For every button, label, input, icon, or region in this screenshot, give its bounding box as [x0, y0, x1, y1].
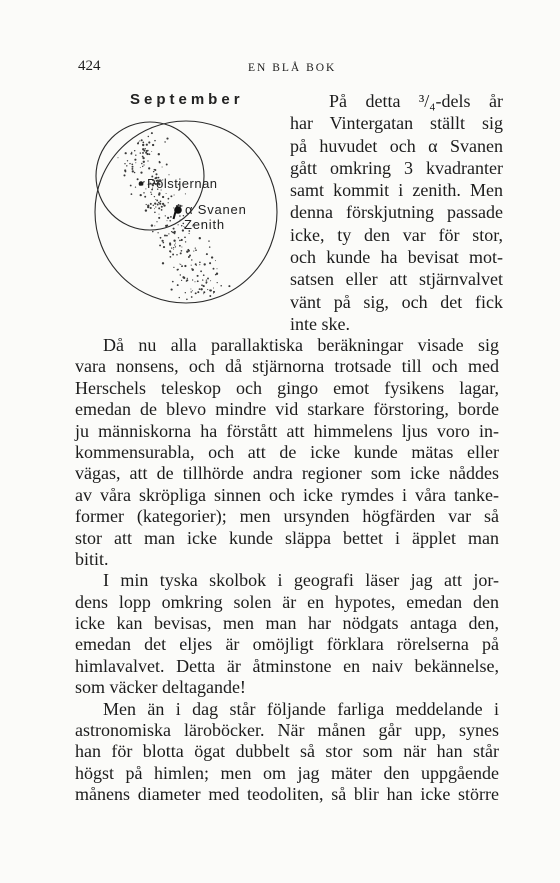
star-dot — [176, 254, 178, 256]
star-dot — [167, 217, 169, 219]
star-dot — [170, 195, 172, 197]
star-dot — [213, 288, 214, 289]
star-dot — [192, 290, 193, 291]
page-number: 424 — [78, 58, 101, 74]
star-dot — [181, 239, 183, 241]
star-dot — [178, 237, 179, 238]
star-dot — [166, 138, 168, 140]
star-dot — [140, 152, 141, 153]
star-dot — [117, 157, 118, 158]
star-dot — [182, 205, 183, 206]
star-dot — [156, 199, 158, 201]
star-dot — [181, 280, 182, 281]
star-dot — [210, 280, 211, 281]
star-dot — [145, 152, 147, 154]
star-dot — [215, 260, 216, 261]
star-dot — [155, 173, 157, 175]
star-dot — [135, 154, 136, 155]
text-line: Herschels teleskop och gingo emot fysikens lagar, — [75, 377, 499, 398]
text-line: icke, ty den var för stor, — [290, 224, 503, 245]
star-dot — [202, 289, 203, 290]
star-dot — [173, 232, 175, 234]
body-text — [75, 335, 499, 806]
star-dot — [154, 169, 155, 170]
star-dot — [151, 224, 153, 226]
text-line: vägas, att de tillhörde andra regioner som icke nåddes — [75, 463, 499, 484]
star-dot — [180, 220, 182, 222]
star-dot — [198, 281, 199, 282]
star-dot — [140, 172, 142, 174]
star-dot — [204, 263, 206, 265]
star-dot — [191, 296, 193, 298]
star-dot — [175, 243, 176, 244]
star-dot — [158, 153, 160, 155]
star-dot — [134, 159, 136, 161]
star-dot — [143, 164, 144, 165]
star-dot — [217, 282, 218, 283]
pole-star-label: Polstjernan — [147, 176, 218, 191]
star-dot — [169, 220, 171, 222]
star-dot — [152, 231, 153, 232]
star-dot — [155, 199, 156, 200]
text-line: astronomiska läroböcker. När månen går upp, synes — [75, 720, 499, 741]
star-dot — [155, 206, 156, 207]
star-dot — [207, 278, 209, 280]
star-dot — [142, 144, 144, 146]
star-dot — [171, 247, 172, 248]
star-dot — [151, 151, 152, 152]
star-dot — [228, 285, 230, 287]
star-dot — [161, 240, 163, 242]
alpha-cygni-label: α Svanen — [185, 202, 247, 217]
star-dot — [140, 194, 142, 196]
star-dot — [164, 141, 165, 142]
star-dot — [148, 141, 150, 143]
text-line: I min tyska skolbok i geografi läser jag att jor- — [103, 570, 499, 591]
star-dot — [192, 279, 193, 280]
star-dot — [175, 246, 176, 247]
star-dot — [168, 233, 169, 234]
star-dot — [150, 203, 152, 205]
text-line: samt kommit i zenith. Men — [290, 180, 503, 201]
star-dot — [142, 152, 144, 154]
star-dot — [195, 292, 197, 294]
star-dot — [163, 242, 165, 244]
star-dot — [153, 171, 154, 172]
star-dot — [197, 291, 199, 293]
star-dot — [164, 234, 166, 236]
star-dot — [146, 204, 147, 205]
star-dot — [143, 181, 144, 182]
star-dot — [144, 196, 146, 198]
running-title: EN BLÅ BOK — [248, 62, 337, 74]
star-dot — [174, 244, 175, 245]
star-dot — [127, 160, 128, 161]
star-dot — [160, 200, 162, 202]
star-dot — [165, 215, 166, 216]
text-line: på huvudet och α Svanen — [290, 135, 503, 156]
star-dot — [148, 167, 150, 169]
star-dot — [132, 170, 134, 172]
star-dot — [197, 275, 199, 277]
text-line: av våra skröpliga sinnen och icke rymdes i våra tanke- — [75, 484, 499, 505]
star-dot — [181, 225, 182, 226]
star-dot — [152, 144, 154, 146]
star-dot — [215, 274, 217, 276]
star-dot — [151, 194, 152, 195]
star-dot — [135, 186, 136, 187]
text-line: denna förskjutning passade — [290, 202, 503, 223]
star-dot — [166, 225, 168, 227]
star-dot — [154, 203, 156, 205]
star-dot — [129, 163, 130, 164]
star-dot — [149, 153, 151, 155]
star-dot — [194, 281, 195, 282]
body-paragraph-3 — [75, 699, 499, 806]
text-line: dens lopp omkring solen är en hypotes, emedan den — [75, 591, 499, 612]
star-dot — [131, 193, 133, 195]
star-dot — [137, 142, 139, 144]
star-dot — [171, 289, 173, 291]
star-dot — [201, 284, 203, 286]
star-dot — [132, 166, 134, 168]
star-dot — [179, 264, 180, 265]
star-dot — [169, 242, 171, 244]
text-line: och kunde ha bevisat mot- — [290, 247, 503, 268]
star-dot — [191, 265, 192, 266]
star-dot — [135, 162, 136, 163]
star-dot — [168, 198, 170, 200]
star-dot — [126, 165, 127, 166]
star-dot — [185, 193, 186, 194]
star-dot — [130, 185, 132, 187]
star-dot — [169, 250, 171, 252]
text-line: icke kan bevisas, men man har nödgats antaga den, — [75, 613, 499, 634]
text-line: kommensurabla, och att de icke kunde mätas eller — [75, 441, 499, 462]
text-line: emedan det eljes är omöjligt förklara rörelserna på — [75, 634, 499, 655]
star-dot — [213, 291, 215, 293]
text-line: former (kategorier); men ursynden högfärden var så — [75, 506, 499, 527]
star-dot — [151, 132, 153, 134]
star-dot — [203, 274, 205, 276]
star-dot — [177, 284, 179, 286]
star-dot — [125, 152, 127, 154]
star-dot — [173, 228, 174, 229]
star-dot — [180, 252, 182, 254]
star-dot — [199, 262, 201, 264]
star-dot — [162, 203, 164, 205]
star-dot — [160, 237, 162, 239]
star-dot — [154, 212, 156, 214]
text-line: satsen eller att stjärnvalvet — [290, 269, 503, 290]
star-dot — [162, 196, 164, 198]
star-dot — [159, 203, 161, 205]
star-dot — [180, 274, 181, 275]
star-dot — [181, 250, 183, 252]
star-dot — [209, 289, 211, 291]
star-dot — [209, 295, 211, 297]
star-dot — [172, 254, 174, 256]
text-line: bitit. — [75, 548, 109, 569]
star-dot — [162, 262, 164, 264]
star-dot — [186, 280, 188, 282]
star-dot — [161, 209, 163, 211]
star-dot — [165, 205, 166, 206]
star-dot — [211, 256, 213, 258]
star-dot — [199, 237, 201, 239]
star-dot — [168, 202, 169, 203]
star-dot — [191, 259, 192, 260]
star-dot — [180, 264, 181, 265]
star-dot — [144, 150, 145, 151]
star-dot — [131, 163, 133, 165]
star-dot — [163, 246, 165, 248]
star-dot — [193, 251, 194, 252]
star-dot — [174, 194, 175, 195]
text-line: På detta ³/₄-dels år — [329, 91, 503, 111]
star-dot — [177, 269, 179, 271]
text-line: himlavalvet. Detta är åtminstone en naiv bekännelse, — [75, 655, 499, 676]
star-dot — [217, 268, 218, 269]
star-dot — [123, 174, 125, 176]
star-dot — [139, 140, 140, 141]
star-dot — [182, 276, 184, 278]
star-dot — [213, 268, 215, 270]
star-dot — [156, 221, 157, 222]
figure-title: September — [130, 91, 244, 108]
star-dot — [199, 288, 201, 290]
star-dot — [141, 139, 143, 141]
star-dot — [173, 267, 174, 268]
star-dot — [179, 245, 181, 247]
star-dot — [157, 204, 159, 206]
star-dot — [189, 233, 190, 234]
star-dot — [167, 220, 168, 221]
star-dot — [142, 142, 144, 144]
star-dot — [173, 247, 174, 248]
body-paragraph-1 — [75, 335, 499, 570]
star-dot — [157, 232, 158, 233]
star-dot — [166, 193, 167, 194]
alpha-cygni-star — [174, 206, 182, 219]
star-dot — [125, 171, 127, 173]
star-dot — [153, 205, 154, 206]
star-dot — [143, 161, 145, 163]
text-line: emedan de blevo mindre vid starkare förstoring, borde — [75, 399, 499, 420]
side-paragraph — [290, 90, 503, 335]
text-line: som väcker deltagande! — [75, 677, 246, 698]
star-dot — [150, 192, 151, 193]
text-line: gått omkring 3 kvadranter — [290, 157, 503, 178]
star-dot — [206, 253, 208, 255]
star-dot — [166, 164, 168, 166]
star-dot — [162, 167, 163, 168]
body-paragraph-2 — [75, 570, 499, 698]
star-dot — [203, 293, 204, 294]
star-dot — [179, 297, 180, 298]
star-dot — [173, 249, 174, 250]
star-dot — [178, 224, 179, 225]
star-dot — [154, 208, 155, 209]
star-dot — [143, 192, 144, 193]
star-dot — [166, 235, 168, 237]
pole-star-dot — [139, 181, 144, 186]
star-dot — [147, 160, 148, 161]
star-dot — [173, 240, 175, 242]
star-dot — [186, 299, 188, 301]
star-dot — [146, 150, 148, 152]
text-line: vänt på sig, och det fick — [290, 291, 503, 312]
star-dot — [145, 209, 147, 211]
star-dot — [203, 285, 205, 287]
text-line: ju människorna ha förstått att himmelens ljus voro in- — [75, 420, 499, 441]
star-dot — [179, 215, 181, 217]
star-dot — [220, 285, 222, 287]
star-dot — [190, 291, 191, 292]
star-dot — [159, 214, 160, 215]
star-dot — [209, 246, 210, 247]
star-dot — [179, 240, 181, 242]
star-dot — [190, 289, 191, 290]
star-dot — [131, 152, 132, 153]
star-dot — [207, 289, 208, 290]
star-dot — [187, 278, 188, 279]
star-dot — [159, 244, 161, 246]
star-dot — [154, 140, 156, 142]
star-dot — [189, 255, 191, 257]
star-dot — [137, 178, 139, 180]
star-dot — [140, 167, 141, 168]
star-dot — [184, 265, 186, 267]
star-dot — [138, 142, 139, 143]
star-dot — [130, 153, 132, 155]
star-dot — [142, 157, 144, 159]
star-dot — [187, 249, 189, 251]
zenith-label: Zenith — [184, 217, 225, 232]
star-dot — [146, 144, 148, 146]
star-dot — [134, 150, 135, 151]
star-dot — [181, 247, 182, 248]
star-dot — [208, 240, 209, 241]
star-dot — [158, 192, 160, 194]
star-dot — [142, 166, 143, 167]
star-dot — [124, 163, 125, 164]
text-line: Då nu alla parallaktiska beräkningar visade sig — [103, 335, 499, 355]
star-dot — [202, 279, 203, 280]
star-dot — [195, 247, 196, 248]
star-dot — [170, 216, 172, 218]
text-line: månens diameter med teodoliten, så blir han icke större — [75, 784, 499, 805]
star-dot — [184, 236, 186, 238]
star-dot — [181, 266, 183, 268]
star-dot — [195, 249, 197, 251]
text-line: han för blotta ögat dubbelt så stor som när han står — [75, 741, 499, 762]
text-line: högst på himlen; men om jag mäter den uppgående — [75, 762, 499, 783]
text-line: inte ske. — [290, 313, 350, 334]
text-line: stor att man icke kunde släppa bettet i äpplet man — [75, 527, 499, 548]
star-dot — [158, 217, 160, 219]
star-dot — [131, 168, 133, 170]
star-dot — [192, 269, 194, 271]
star-dot — [206, 281, 208, 283]
star-dot — [154, 225, 155, 226]
star-dot — [209, 262, 211, 264]
text-line: vara nonsens, och då stjärnorna trotsade till och med — [75, 356, 499, 377]
star-dot — [144, 148, 146, 150]
star-dot — [142, 148, 144, 150]
star-dot — [161, 206, 163, 208]
star-dot — [203, 291, 205, 293]
text-line: Men än i dag står följande farliga meddelande i — [103, 698, 499, 719]
star-dot — [141, 163, 143, 165]
star-dot — [200, 270, 202, 272]
star-dot — [154, 196, 155, 197]
star-chart-figure — [85, 108, 285, 313]
star-dot — [185, 241, 186, 242]
star-dot — [172, 281, 174, 283]
star-dot — [134, 172, 136, 174]
star-dot — [150, 207, 152, 209]
star-dot — [196, 265, 197, 266]
star-dot — [159, 161, 160, 162]
star-dot — [148, 136, 149, 137]
star-dot — [185, 292, 186, 293]
star-dot — [158, 207, 160, 209]
text-line: har Vintergatan ställt sig — [290, 113, 503, 134]
star-dot — [199, 264, 200, 265]
star-dot — [173, 207, 174, 208]
star-dot — [147, 205, 149, 207]
star-dot — [206, 279, 207, 280]
star-dot — [170, 256, 172, 258]
